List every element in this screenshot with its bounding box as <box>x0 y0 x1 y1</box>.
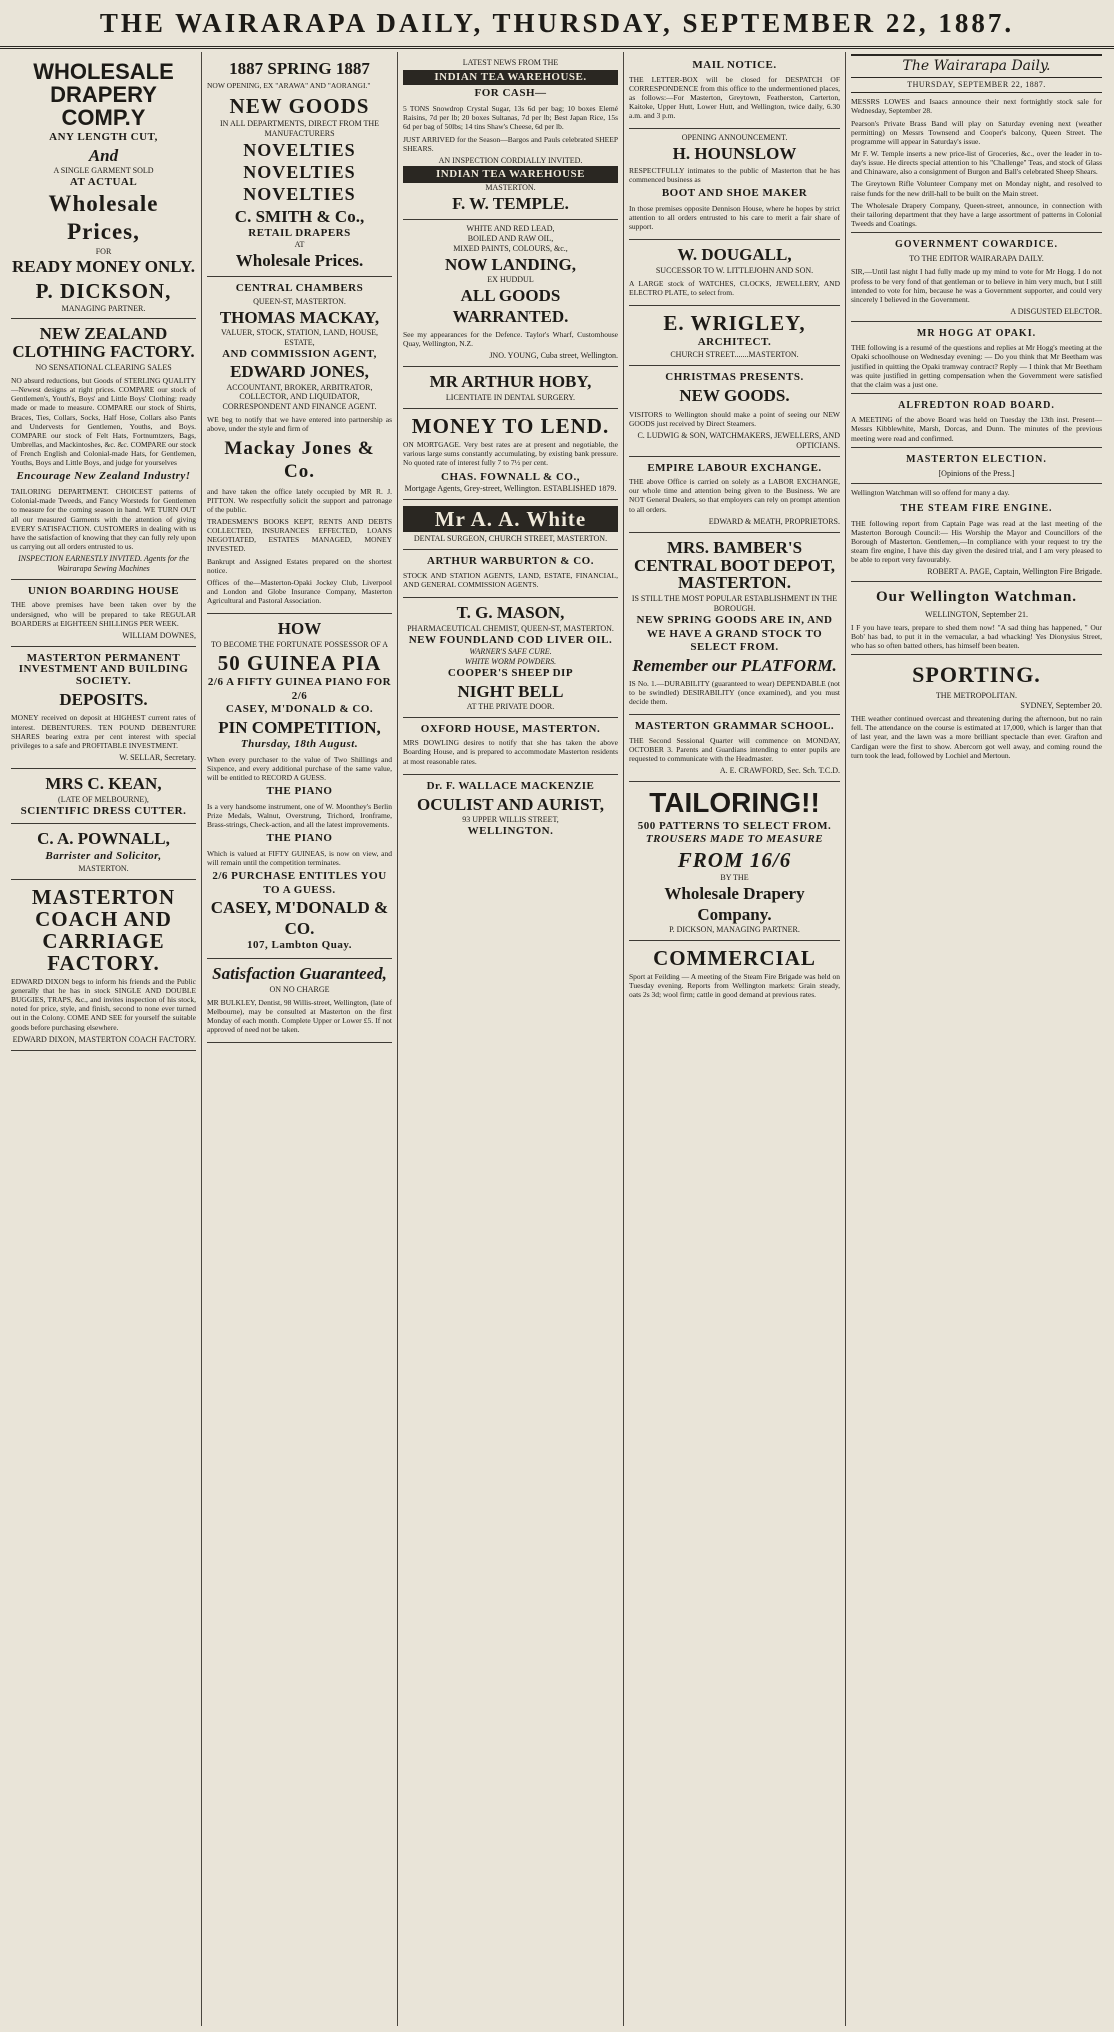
labour-exchange-ad <box>629 457 840 533</box>
ad-title: ALL GOODS WARRANTED. <box>452 286 569 327</box>
wrigley-ad <box>629 306 840 366</box>
ad-text: NOVELTIES <box>243 162 356 183</box>
ad-body: THE above Office is carried on solely as a LABOR EXCHANGE, our whole time and attention being given to the Business. We are NOT General Dealers, so that employers can rely on prompt attention to all orders. <box>629 477 840 514</box>
article-body: Wellington Watchman will so offend for many a day. <box>851 488 1010 498</box>
ad-title: MASTERTON GRAMMAR SCHOOL. <box>634 720 835 733</box>
spring-goods-ad <box>207 54 392 277</box>
coach-factory-ad <box>11 880 196 1051</box>
ad-body: IS No. 1.—DURABILITY (guaranteed to wear) DEPENDABLE (not to be swindled) DESIRABILITY (once examined), and you must decide them. <box>629 678 840 707</box>
local-news-paragraph: Mr F. W. Temple inserts a new price-list of Groceries, &c., over the leader in to-day's issue. He directs special attention to his "Challenge" Teas, and stock of Glass and Chinaware, also a consignment of Burgon and Ball's celebrated Sheep Shears. <box>851 148 1102 177</box>
ad-text: ARCHITECT. <box>697 336 772 349</box>
boot-depot-ad <box>629 533 840 716</box>
ad-title: T. G. MASON, <box>456 602 565 622</box>
ad-title: NEW ZEALAND CLOTHING FACTORY. <box>12 324 195 362</box>
article-subheading: [Opinions of the Press.] <box>938 469 1015 479</box>
ad-text: AT ACTUAL <box>69 175 138 188</box>
ad-body: NO absurd reductions, but Goods of STERLING QUALITY—Newest designs at right prices. COMPARE our stock of Gentlemen's, Youth's, Boys' and Little Boys' Clothing: ready made or made to measure. COMPARE our stock of Shirts, Braces, Ties, Collars, Socks, Half Hose, Collars also Pants and Undervests for Gentlemen, Youths, and Boys. COMPARE our stock of Felt Hats, Fortnumtzers, Bags, Umbrellas, and Mackintoshes, &c. &c. COMPARE our stock of French English and Colonial-made Hats, for Gentlemen, Youths, Boys and Little Boys, and judge for yourselves <box>11 376 196 468</box>
ad-body: When every purchaser to the value of Two Shillings and Sixpence, and every additional purchase of the same value, will be entitled to RECORD A GUESS. <box>207 754 392 782</box>
ad-text: NEW GOODS <box>229 93 370 118</box>
ad-text: MANAGING PARTNER. <box>61 303 146 313</box>
ad-title: C. A. POWNALL, <box>37 829 170 849</box>
ad-body: EDWARD DIXON begs to inform his friends and the Public generally that he has in stock SINGLE AND DOUBLE BUGGIES, TRAPS, &c., and invites inspection of his stock, noted for price, style, and finish, second to none ever turned out in the Colony. COME AND SEE for yourself the suitable goods before purchasing elsewhere. <box>11 976 196 1032</box>
local-news-paragraph: MESSRS LOWES and Isaacs announce their next fortnightly stock sale for Wednesday, September 28. <box>851 97 1102 116</box>
divider <box>851 654 1102 655</box>
ad-text: IS STILL THE MOST POPULAR ESTABLISHMENT IN THE BOROUGH. <box>631 594 838 614</box>
ad-text: AND COMMISSION AGENT, <box>222 347 377 360</box>
ad-text: NEW FOUNDLAND COD LIVER OIL. <box>408 633 613 646</box>
dental-surgery-ad <box>403 367 618 409</box>
ad-body: MR BULKLEY, Dentist, 98 Willis-street, Wellington, (late of Melbourne), may be consulted at Masterton on the first Monday of each month. Complete Upper or Lower £5. If not approved of need not be taken. <box>207 997 392 1035</box>
ad-text: EDWARD JONES, <box>230 362 369 382</box>
article-subheading: THE METROPOLITAN. <box>935 691 1018 701</box>
ad-text: NOVELTIES <box>243 139 356 160</box>
ad-text: TROUSERS MADE TO MEASURE <box>645 833 824 846</box>
article-body: I F you have tears, prepare to shed them now! "A sad thing has happened, " Our Bob' has bad, to put it in the vernacular, a bad whacking! Yes Dionysius Street, who has so often batted others, has himself been beaten. <box>851 622 1102 650</box>
ad-body: Is a very handsome instrument, one of W. Moonthey's Berlin Prize Medals, Walnut, Overstrung, Trichord, Ironframe, Brass-strings, Check-action, and all the latest improvements. <box>207 801 392 829</box>
ad-text: OCULIST AND AURIST, <box>417 795 604 815</box>
ad-title: ARTHUR WARBURTON & CO. <box>427 555 594 568</box>
article-heading: MR HOGG AT OPAKI. <box>916 327 1037 339</box>
article-heading: ALFREDTON ROAD BOARD. <box>898 399 1055 411</box>
wholesale-drapery-ad <box>11 54 196 319</box>
ad-text: WARNER'S SAFE CURE. <box>469 647 552 657</box>
ad-text: WHITE WORM POWDERS. <box>464 657 557 667</box>
dentist-ad <box>207 959 392 1043</box>
tailoring-ad <box>629 782 840 941</box>
article-heading: Our Wellington Watchman. <box>875 589 1078 606</box>
ad-title: MASTERTON PERMANENT INVESTMENT AND BUILDING SOCIETY. <box>18 651 189 687</box>
article-body: A MEETING of the above Board was held on Tuesday the 13th inst. Present—Messrs Kibblewhite, Marsh, Dorcas, and Dunn. The minutes of the previous meeting were read and confirmed. <box>851 415 1102 443</box>
ad-signature: WILLIAM DOWNES, <box>122 630 196 640</box>
ad-text: MIXED PAINTS, COLOURS, &c., <box>453 244 568 254</box>
paints-ad <box>403 220 618 367</box>
ad-title: Dr. F. WALLACE MACKENZIE <box>426 779 595 792</box>
ad-text: OPENING ANNOUNCEMENT. <box>681 133 788 143</box>
pin-competition-ad <box>207 614 392 959</box>
ad-title: MONEY TO LEND. <box>411 414 610 439</box>
ad-text: FOR CASH— <box>474 87 547 100</box>
ad-text: SUCCESSOR TO W. LITTLEJOHN AND SON. <box>655 266 814 276</box>
ad-body: THE Second Sessional Quarter will commence on MONDAY, OCTOBER 3. Parents and Guardians intending to enter pupils are requested to communicate with the Headmaster. <box>629 735 840 764</box>
ad-body: In those premises opposite Dennison House, where he hopes by strict attention to all orders entrusted to his care to merit a fair share of support. <box>629 203 840 232</box>
ad-text: DEPOSITS. <box>59 690 148 710</box>
dougall-ad <box>629 240 840 306</box>
clothing-factory-ad <box>11 319 196 579</box>
ad-text: LICENTIATE IN DENTAL SURGERY. <box>445 393 576 403</box>
ad-text: Remember our PLATFORM. <box>632 655 837 675</box>
ad-text: READY MONEY ONLY. <box>11 257 196 277</box>
article-body: Sport at Feilding — A meeting of the Steam Fire Brigade was held on Tuesday evening. Reports from Wellington markets: Grain steady, oats 2s 3d; wool firm; cattle in good demand at previous rates. <box>629 971 840 1000</box>
masthead: THE WAIRARAPA DAILY, THURSDAY, SEPTEMBER 22, 1887. <box>0 0 1114 49</box>
ad-body: Which is valued at FIFTY GUINEAS, is now on view, and will remain until the competition terminates. <box>207 848 392 867</box>
ad-body: 5 TONS Snowdrop Crystal Sugar, 13s 6d per bag; 10 boxes Elemé Raisins, 7d per lb; 20 boxes Sultanas, 7d per lb; Best Japan Rice, 15s 6d per bag of 50lbs; 14 tins Shaw's Cheese, 6d per lb. <box>403 104 618 132</box>
local-news-paragraph: The Wholesale Drapery Company, Queen-street, announce, in connection with their tailoring department that they have a large assortment of patterns in Colonial Tweeds and Coatings. <box>851 200 1102 228</box>
ad-title: Mr A. A. White <box>403 506 618 532</box>
divider <box>851 393 1102 394</box>
article-heading: GOVERNMENT COWARDICE. <box>894 239 1059 251</box>
column-5 <box>846 52 1107 2026</box>
ad-text: DENTAL SURGEON, CHURCH STREET, MASTERTON. <box>413 534 608 544</box>
ad-text: Wholesale Prices, <box>48 190 159 245</box>
ad-text: PHARMACEUTICAL CHEMIST, QUEEN-ST, MASTERTON. <box>407 623 614 633</box>
ad-body: JUST ARRIVED for the Season—Bargos and Pauls celebrated SHEEP SHEARS. <box>403 134 618 153</box>
paper-title: The Wairarapa Daily. <box>851 54 1102 78</box>
ad-text: 2/6 A FIFTY GUINEA PIANO FOR 2/6 <box>207 676 392 702</box>
ad-text: 93 UPPER WILLIS STREET, <box>462 815 559 825</box>
ad-text: NOVELTIES <box>243 184 356 205</box>
ad-text: MASTERTON. <box>78 863 129 873</box>
article-heading: SPORTING. <box>912 662 1041 688</box>
ad-body: VISITORS to Wellington should make a point of seeing our NEW GOODS just received by Direct Steamers. <box>629 409 840 428</box>
ad-title: 1887 SPRING 1887 <box>229 59 370 78</box>
ad-text: THE PIANO <box>266 832 333 845</box>
divider <box>851 483 1102 484</box>
ad-title: Satisfaction Guaranteed, <box>212 964 387 984</box>
ad-body: and have taken the office lately occupied by MR R. J. PITTON. We respectfully solicit the support and patronage of the public. <box>207 486 392 514</box>
ad-body: Offices of the—Masterton-Opaki Jockey Club, Liverpool and London and Globe Insurance Company, Masterton Agricultural and Pastoral Association. <box>207 577 392 606</box>
column-1 <box>6 52 202 2026</box>
ad-text: AT THE PRIVATE DOOR. <box>466 701 555 711</box>
divider <box>851 321 1102 322</box>
ad-text: Thursday, 18th August. <box>240 738 359 751</box>
paper-dateline: THURSDAY, SEPTEMBER 22, 1887. <box>851 78 1102 93</box>
ad-text: 500 PATTERNS TO SELECT FROM. <box>637 819 832 832</box>
ad-text: And <box>88 145 119 165</box>
boarding-house-ad <box>11 580 196 647</box>
ad-text: WHITE AND RED LEAD, <box>466 224 555 234</box>
column-2 <box>202 52 398 2026</box>
ad-body: TRADESMEN'S BOOKS KEPT, RENTS AND DEBTS COLLECTED, INSURANCES EFFECTED, LOANS NEGOTIATED, ESTATES MANAGED, MONEY INVESTED. <box>207 517 392 554</box>
article-body: SIR,—Until last night I had fully made up my mind to vote for Mr Hogg. I do not profess to be very fond of that gentleman or to believe in him very much, but I still intended to vote for him, because he was a Government supporter, and could very sincerely I believed in the Government. <box>851 267 1102 304</box>
ad-text: NO SENSATIONAL CLEARING SALES <box>35 363 172 373</box>
mail-notice <box>629 54 840 129</box>
chemist-ad <box>403 598 618 718</box>
article-body: THE following report from Captain Page was read at the last meeting of the Masterton Borough Council:— His Worship the Mayor and Councillors of the Borough of Masterton. Gentlemen,—In compliance with your request to try the steam fire engine, I have this day given the desired trial, and I am very pleased to be able to report very favourably. <box>851 518 1102 565</box>
local-news-paragraph: The Greytown Rifle Volunteer Company met on Monday night, and resolved to raise funds for the new drill-hall to be built on the Main street. <box>851 179 1102 198</box>
ad-body: A LARGE stock of WATCHES, CLOCKS, JEWELLERY, AND ELECTRO PLATE, to select from. <box>629 279 840 298</box>
ad-title: HOW <box>277 619 322 639</box>
ad-body: WE beg to notify that we have entered into partnership as above, under the style and firm of <box>207 415 392 434</box>
ad-title: MASTERTON COACH AND CARRIAGE FACTORY. <box>31 884 176 975</box>
ad-text: Wholesale Prices. <box>235 251 364 271</box>
ad-body: THE above premises have been taken over by the undersigned, who will be prepared to take REGULAR BOARDERS at EIGHTEEN SHILLINGS PER WEEK. <box>11 600 196 628</box>
ad-text: Encourage New Zealand Industry! <box>16 470 191 483</box>
ad-body: TAILORING DEPARTMENT. CHOICEST patterns of Colonial-made Tweeds, and Fancy Worsteds for Gentlemen to measure for the coming season in hand. WE TURN OUT all our measured Garments with the attention of giving EVERY SATISFACTION. CUSTOMERS in dealing with us have the satisfaction of knowing that they can fully rely upon us carrying out all orders entrusted to us. <box>11 487 196 551</box>
ad-title: OXFORD HOUSE, MASTERTON. <box>420 722 601 735</box>
ad-text: P. DICKSON, MANAGING PARTNER. <box>669 925 800 934</box>
ad-title: CHRISTMAS PRESENTS. <box>665 370 804 383</box>
ludwig-ad <box>629 366 840 457</box>
ad-text: BOOT AND SHOE MAKER <box>661 187 808 200</box>
ad-text: THE PIANO <box>266 785 333 798</box>
ad-text: Wholesale Drapery Company. <box>664 883 805 924</box>
tea-warehouse-ad <box>403 54 618 220</box>
article-body: THE weather continued overcast and threatening during the afternoon, but no rain fell. The attendance on the course is estimated at 17,000, which is larger than that of last year, and the lawn was a more brilliant spectacle than ever. Grafton and Cardigan were the first to show. Abercorn got well away, and coming round the turn took the lead, followed by Lochiel and Mertoun. <box>851 714 1102 760</box>
ad-text: NEW SPRING GOODS ARE IN, AND WE HAVE A GRAND STOCK TO SELECT FROM. <box>636 614 833 654</box>
article-signature: ROBERT A. PAGE, Captain, Wellington Fire Brigade. <box>927 567 1102 577</box>
ad-text: CHURCH STREET.......MASTERTON. <box>670 350 799 360</box>
article-heading: MASTERTON ELECTION. <box>906 453 1047 465</box>
ad-title: UNION BOARDING HOUSE <box>27 584 180 597</box>
ad-title: TAILORING!! <box>649 787 820 819</box>
ad-text: BOILED AND RAW OIL, <box>467 234 554 244</box>
column-4 <box>624 52 846 2026</box>
building-society-ad <box>11 647 196 769</box>
ad-signature: A. E. CRAWFORD, Sec. Sch. T.C.D. <box>719 766 840 776</box>
ad-body: MONEY received on deposit at HIGHEST current rates of interest. DEBENTURES. TEN POUND DEBENTURE SHARES bearing extra per cent interest with special privileges to a safe and PROFITABLE INVESTMENT. <box>11 713 196 750</box>
dress-cutter-ad <box>11 769 196 824</box>
mackay-jones-ad <box>207 277 392 614</box>
ad-text: NEW GOODS. <box>679 386 790 406</box>
ad-text: PIN COMPETITION, <box>218 717 381 737</box>
section-heading: COMMERCIAL <box>653 945 816 970</box>
ad-text: NIGHT BELL <box>457 681 564 701</box>
ad-body: Bankrupt and Assigned Estates prepared on the shortest notice. <box>207 556 392 575</box>
ad-title: MRS. BAMBER'S CENTRAL BOOT DEPOT, MASTERTON. <box>633 537 836 593</box>
local-news-paragraph: Pearson's Private Brass Band will play on Saturday evening next (weather permitting) on Messrs Townsend and Cooper's balcony, Queen Street. The programme will appear in Saturday's issue. <box>851 118 1102 146</box>
ad-text: LATEST NEWS FROM THE <box>462 58 559 67</box>
ad-text: AT <box>294 240 305 250</box>
ad-title: MAIL NOTICE. <box>692 59 777 71</box>
ad-text: FOR <box>95 246 112 256</box>
ad-text: INSPECTION EARNESTLY INVITED. Agents for the Wairarapa Sewing Machines <box>18 554 189 573</box>
ad-signature: C. LUDWIG & SON, WATCHMAKERS, JEWELLERS, AND OPTICIANS. <box>637 430 840 450</box>
ad-text: A SINGLE GARMENT SOLD <box>53 165 154 175</box>
ad-body: THE LETTER-BOX will be closed for DESPATCH OF CORRESPONDENCE from this office to the undermentioned places, as follows:—For Masterton, Greytown, Featherston, Carterton, Kaitoke, Upper Hutt, Lower Hutt, and Wellington, twice daily, 6.30 a.m. and 3 p.m. <box>629 74 840 121</box>
ad-text: CHAS. FOWNALL & CO., <box>441 470 580 483</box>
ad-body: See my appearances for the Defence. Taylor's Wharf, Customhouse Quay, Wellington, N.Z. <box>403 330 618 349</box>
ad-text: 50 GUINEA PIA <box>217 651 382 676</box>
ad-text: NOW LANDING, <box>445 255 576 275</box>
oculist-ad <box>403 775 618 844</box>
ad-text: TO BECOME THE FORTUNATE POSSESSOR OF A <box>210 640 389 650</box>
white-dentist-ad <box>403 500 618 550</box>
ad-title: MRS C. KEAN, <box>45 773 162 793</box>
article-subheading: TO THE EDITOR WAIRARAPA DAILY. <box>909 254 1044 264</box>
ad-text: F. W. TEMPLE. <box>452 194 569 214</box>
ad-title: E. WRIGLEY, <box>663 311 806 336</box>
ad-text: Barrister and Solicitor, <box>45 850 162 863</box>
ad-text: THOMAS MACKAY, <box>219 307 380 327</box>
ad-text: 2/6 PURCHASE ENTITLES YOU TO A GUESS. <box>212 870 387 896</box>
ad-text: FROM 16/6 <box>677 847 792 872</box>
ad-text: ACCOUNTANT, BROKER, ARBITRATOR, COLLECTOR, AND LIQUIDATOR, CORRESPONDENT AND FINANCE AGENT. <box>222 382 377 412</box>
ad-text: QUEEN-ST, MASTERTON. <box>253 297 346 306</box>
hounslow-ad <box>629 129 840 240</box>
article-heading: THE STEAM FIRE ENGINE. <box>900 503 1053 515</box>
ad-text: (LATE OF MELBOURNE), <box>58 794 149 804</box>
ad-body: NOW OPENING, EX "ARAWA" AND "AORANGI." <box>207 80 371 90</box>
oxford-house-ad <box>403 718 618 775</box>
divider <box>851 232 1102 233</box>
ad-text: ON NO CHARGE <box>269 984 330 994</box>
column-3 <box>398 52 624 2026</box>
ad-text: Mortgage Agents, Grey-street, Wellington. ESTABLISHED 1879. <box>404 484 617 494</box>
ad-signature: EDWARD DIXON, MASTERTON COACH FACTORY. <box>12 1034 196 1044</box>
barrister-ad <box>11 824 196 879</box>
ad-title: CENTRAL CHAMBERS <box>235 282 364 295</box>
ad-signature: EDWARD & MEATH, PROPRIETORS. <box>708 516 840 526</box>
ad-text: IN ALL DEPARTMENTS, DIRECT FROM THE MANUFACTURERS <box>219 119 380 138</box>
ad-text: VALUER, STOCK, STATION, LAND, HOUSE, ESTATE, <box>220 327 379 347</box>
ad-text: BY THE <box>720 872 749 882</box>
ad-title: WHOLESALE DRAPERY COMP.Y <box>33 59 174 131</box>
ad-text: COOPER'S SHEEP DIP <box>447 667 574 680</box>
article-dateline: SYDNEY, September 20. <box>1020 701 1102 711</box>
ad-text: AN INSPECTION CORDIALLY INVITED. <box>438 155 583 165</box>
article-dateline: WELLINGTON, September 21. <box>925 609 1028 619</box>
divider <box>851 581 1102 582</box>
article-signature: A DISGUSTED ELECTOR. <box>1010 306 1102 316</box>
ad-text: INDIAN TEA WAREHOUSE <box>403 166 618 184</box>
ad-title: MR ARTHUR HOBY, <box>429 372 592 392</box>
ad-text: EX HUDDUL <box>487 275 534 285</box>
ad-signature: JNO. YOUNG, Cuba street, Wellington. <box>489 351 618 361</box>
grammar-school-ad <box>629 715 840 782</box>
ad-text: 107, Lambton Quay. <box>247 939 352 952</box>
ad-text: CASEY, M'DONALD & CO. <box>210 898 389 939</box>
ad-body: ON MORTGAGE. Very best rates are at present and negotiable, the various large sums constantly accumulating, by existing bank pressure. No quoted rate of interest fully 7 to 7½ per cent. <box>403 440 618 468</box>
ad-text: SCIENTIFIC DRESS CUTTER. <box>20 804 187 817</box>
newspaper-columns <box>6 52 1108 2026</box>
ad-title: INDIAN TEA WAREHOUSE. <box>403 70 618 86</box>
ad-body: MRS DOWLING desires to notify that she has taken the above Boarding House, and is prepared to accommodate Masterton residents at most reasonable rates. <box>403 738 618 766</box>
divider <box>851 447 1102 448</box>
ad-text: MASTERTON. <box>485 183 536 193</box>
ad-text: Mackay Jones & Co. <box>224 437 375 483</box>
ad-title: H. HOUNSLOW <box>672 144 797 164</box>
ad-text: C. SMITH & Co., <box>234 206 365 226</box>
ad-title: EMPIRE LABOUR EXCHANGE. <box>647 461 822 474</box>
ad-signature: W. SELLAR, Secretary. <box>119 753 196 763</box>
ad-text: WELLINGTON. <box>467 825 554 838</box>
ad-body: RESPECTFULLY intimates to the public of Masterton that he has commenced business as <box>629 166 840 185</box>
ad-text: RETAIL DRAPERS <box>248 226 351 239</box>
article-body: THE following is a resumé of the questions and replies at Mr Hogg's meeting at the Opaki schoolhouse on Wednesday evening: — Do you think that Mr Beetham was justified in quitting the Opaki tramway contract? Reply — I think that Mr Beetham was quite justified in getting compensation when the Government were satisfied that the claim was a just one. <box>851 343 1102 389</box>
ad-text: P. DICKSON, <box>35 278 172 303</box>
money-to-lend-ad <box>403 409 618 500</box>
ad-title: W. DOUGALL, <box>677 245 792 265</box>
warburton-ad <box>403 550 618 598</box>
ad-text: CASEY, M'DONALD & CO. <box>225 703 374 716</box>
ad-text: ANY LENGTH CUT, <box>49 131 158 144</box>
ad-body: STOCK AND STATION AGENTS, LAND, ESTATE, FINANCIAL, AND GENERAL COMMISSION AGENTS. <box>403 570 618 589</box>
commercial-section <box>629 941 840 1007</box>
